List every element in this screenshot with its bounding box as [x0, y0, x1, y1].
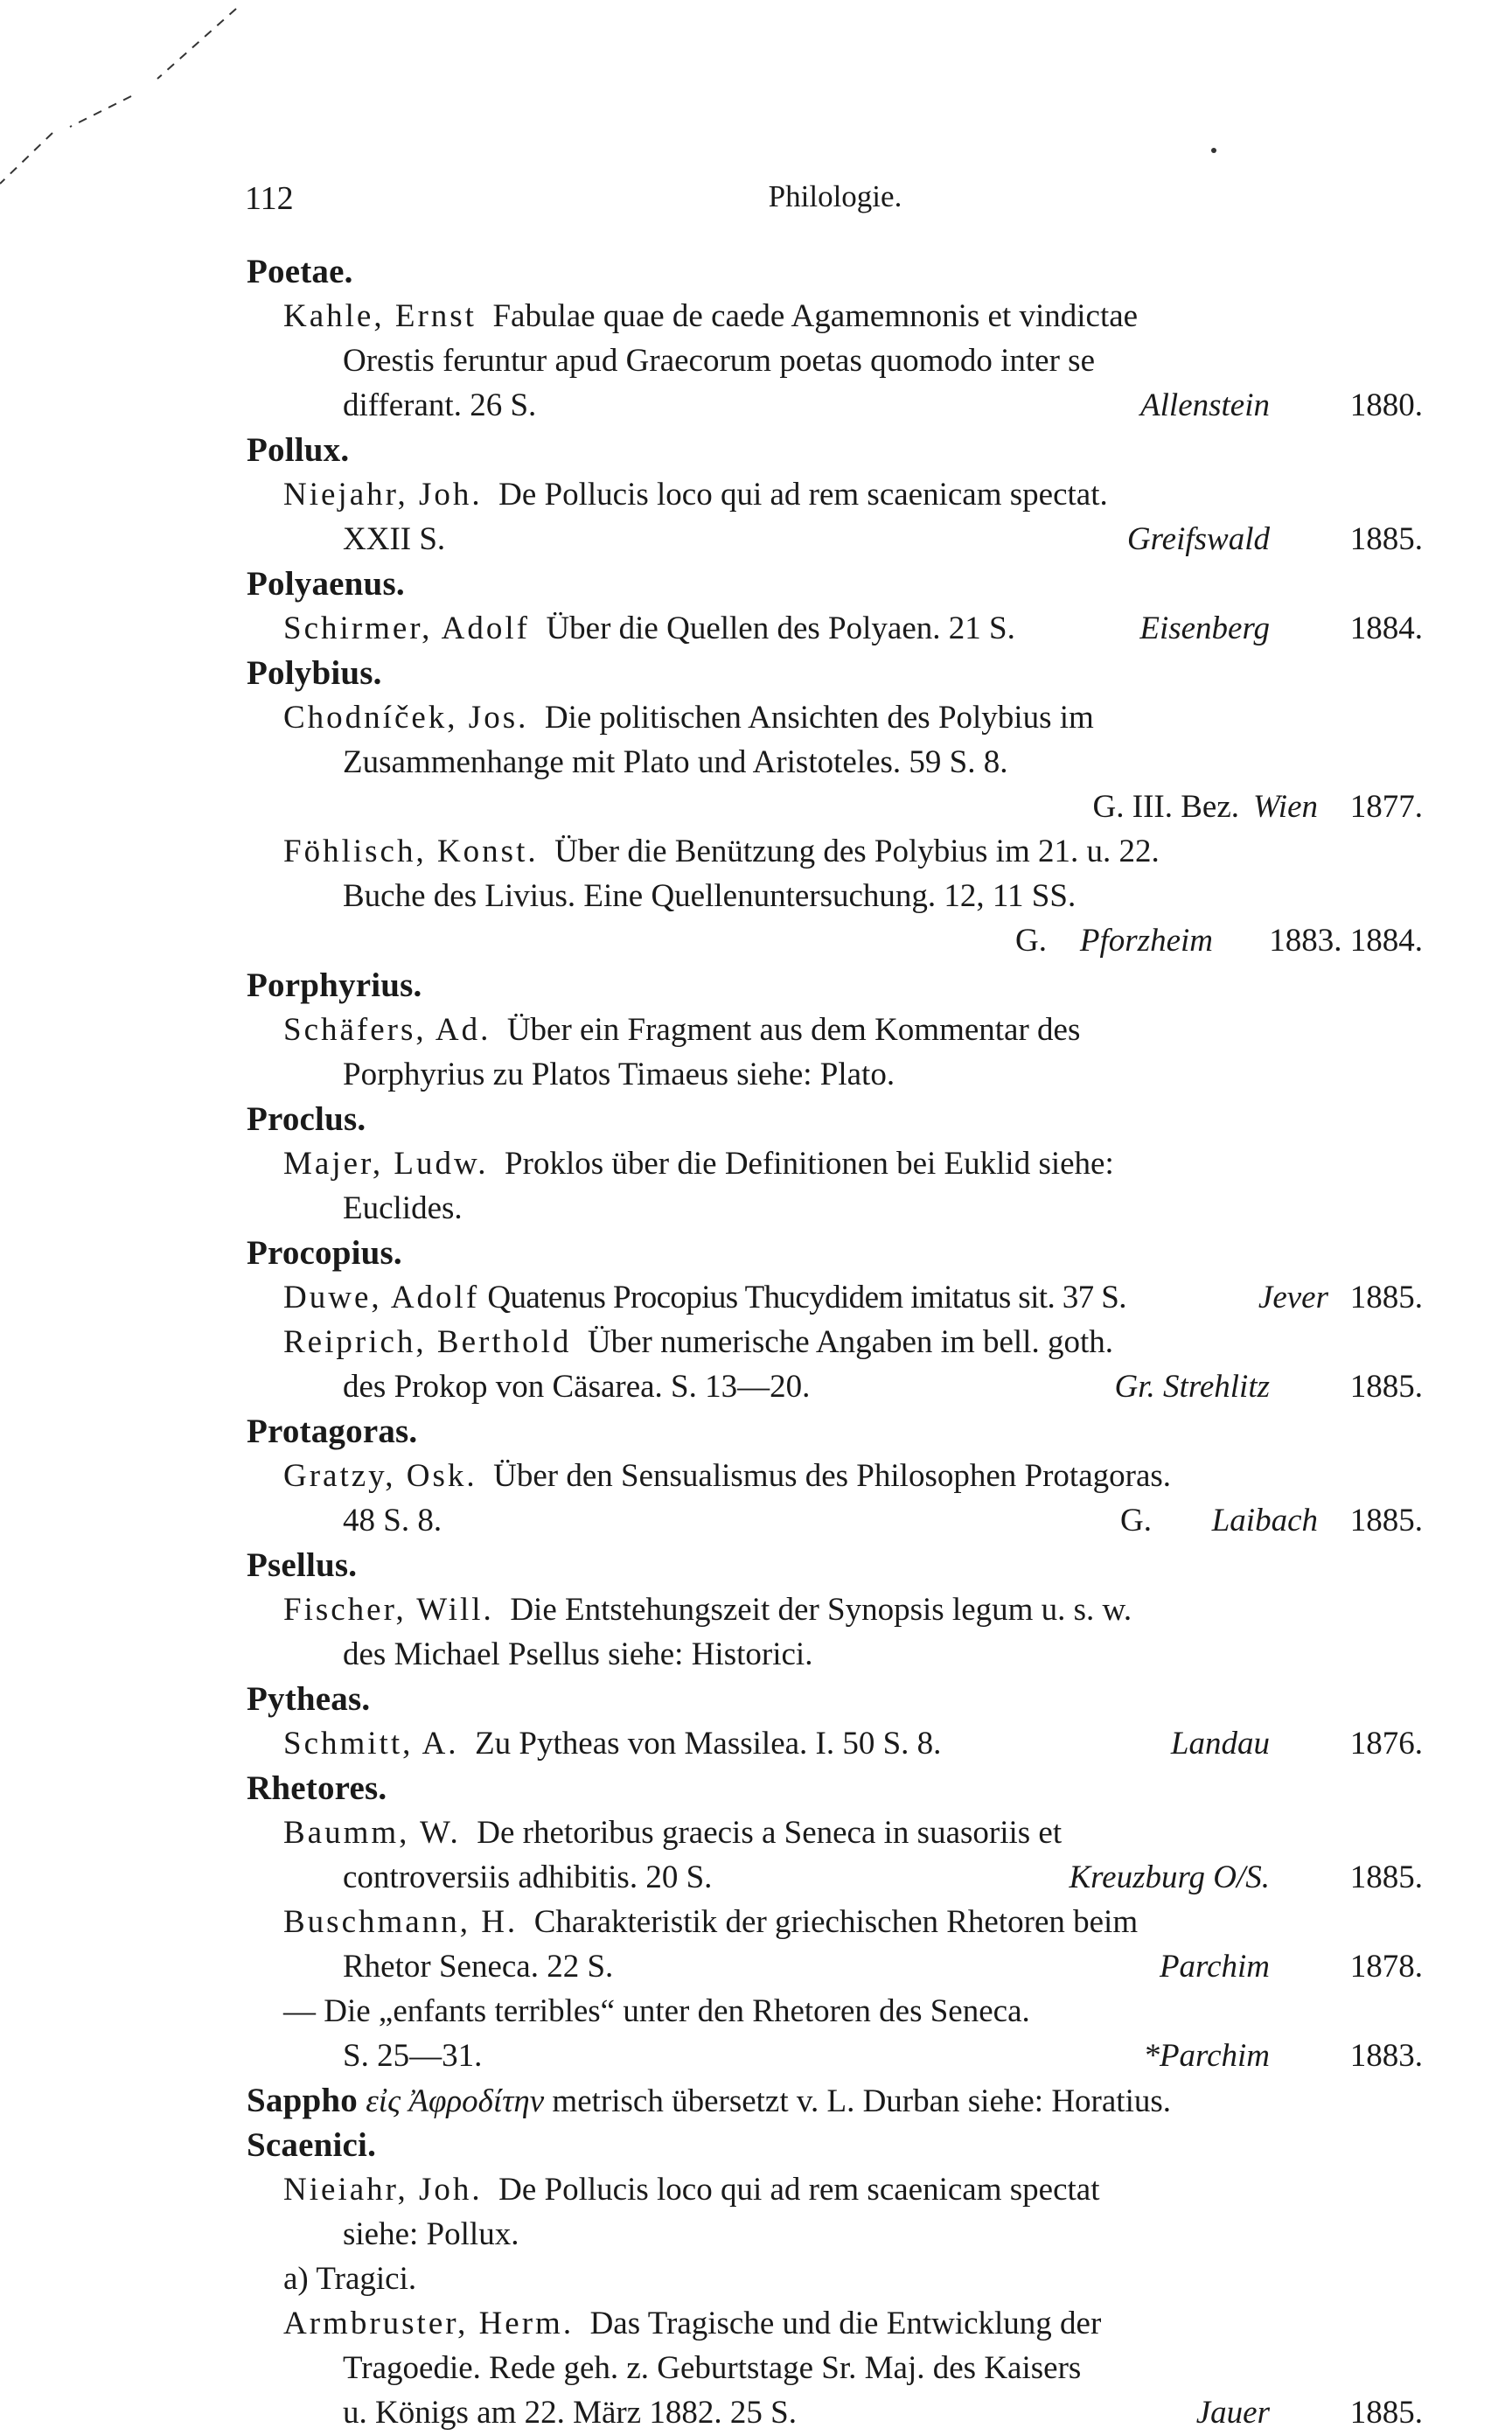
entry-title: De rhetoribus graecis a Seneca in suasoriis et [477, 1815, 1063, 1851]
entry-author: Schmitt, A. [283, 1726, 459, 1762]
entry-author: Duwe, Adolf [283, 1280, 480, 1315]
entry-place: Pforzheim [1079, 923, 1213, 959]
entry-place: Jauer [1195, 2395, 1270, 2431]
entry-line: u. Königs am 22. März 1882. 25 S. Jauer 1885. [247, 2390, 1423, 2435]
entry-year: 1880. [1349, 387, 1423, 423]
section-heading: Rhetores. [247, 1769, 387, 1807]
entry-line [247, 1320, 1423, 1364]
entry-title: De Pollucis loco qui ad rem scaenicam spectat. [498, 477, 1108, 513]
entry-title: Die Entstehungszeit der Synopsis legum u. s. w. [510, 1592, 1132, 1628]
entry-line: Porphyrius zu Platos Timaeus siehe: Plato. [343, 1057, 895, 1092]
entry-line: Rhetor Seneca. 22 S. Parchim 1878. [247, 1944, 1423, 1989]
entry-place: Eisenberg [1139, 610, 1270, 646]
entry-line: siehe: Pollux. [343, 2216, 519, 2252]
entry-year: 1876. [1349, 1726, 1423, 1762]
entry-place: Landau [1170, 1726, 1270, 1762]
entry-title: Über numerische Angaben im bell. goth. [587, 1324, 1113, 1360]
entry-title: Über die Quellen des Polyaen. 21 S. [546, 610, 1015, 646]
section-heading: Procopius. [247, 1234, 402, 1272]
entry-line: G. III. Bez. Wien 1877. [247, 785, 1423, 829]
section-heading: Polyaenus. [247, 565, 405, 603]
bibliography-list [247, 249, 1423, 2435]
entry-line [247, 1454, 1423, 1498]
entry-year: 1885. [1349, 1503, 1423, 1538]
entry-title: Über die Benützung des Polybius im 21. u. 22. [554, 834, 1160, 869]
entry-title: Zu Pytheas von Massilea. I. 50 S. 8. [475, 1726, 942, 1762]
section-heading: Poetae. [247, 253, 353, 290]
entry-year: 1883. 1884. [1269, 923, 1423, 959]
entry-line [247, 1811, 1423, 1855]
entry-year: 1885. [1349, 1859, 1423, 1895]
entry-line [247, 1275, 1423, 1320]
entry-line [247, 1008, 1423, 1052]
entry-author: Chodníček, Jos. [283, 700, 529, 736]
entry-line: Zusammenhange mit Plato und Aristoteles. 59 S. 8. [343, 744, 1008, 780]
entry-place: Laibach [1211, 1503, 1318, 1538]
entry-title: metrisch übersetzt v. L. Durban siehe: Horatius. [552, 2083, 1172, 2119]
entry-line: des Prokop von Cäsarea. S. 13—20. Gr. Strehlitz 1885. [247, 1364, 1423, 1409]
entry-place: Greifswald [1126, 521, 1270, 557]
entry-author: Gratzy, Osk. [283, 1458, 477, 1494]
entry-line: des Michael Psellus siehe: Historici. [343, 1636, 813, 1672]
entry-title: Quatenus Procopius Thucydidem imitatus sit. 37 S. [487, 1280, 1126, 1315]
entry-line: G. Pforzheim 1883. 1884. [247, 918, 1423, 963]
section-heading: Pollux. [247, 431, 350, 469]
entry-line [247, 472, 1423, 517]
entry-place: Gr. Strehlitz [1114, 1369, 1270, 1405]
entry-title: De Pollucis loco qui ad rem scaenicam spectat [498, 2172, 1100, 2208]
page-number: 112 [245, 180, 294, 217]
running-title: Philologie. [768, 179, 902, 213]
entry-line [247, 2078, 1423, 2123]
entry-line: 48 S. 8. G. Laibach 1885. [247, 1498, 1423, 1543]
entry-line: Euclides. [343, 1190, 463, 1226]
entry-year: 1885. [1349, 1369, 1423, 1405]
entry-place: Parchim [1159, 1949, 1270, 1985]
entry-place: Kreuzburg O/S. [1069, 1859, 1270, 1895]
entry-title: Das Tragische und die Entwicklung der [589, 2306, 1102, 2341]
entry-line: — Die „enfants terribles“ unter den Rhetoren des Seneca. [283, 1993, 1030, 2029]
entry-line [247, 1900, 1423, 1944]
entry-line: Buche des Livius. Eine Quellenuntersuchung. 12, 11 SS. [343, 878, 1077, 914]
section-heading: Proclus. [247, 1100, 366, 1138]
entry-year: 1877. [1349, 789, 1423, 825]
page-header [245, 179, 1425, 232]
entry-author: Schäfers, Ad. [283, 1012, 491, 1048]
entry-author: Schirmer, Adolf [283, 610, 530, 646]
entry-title: Proklos über die Definitionen bei Euklid siehe: [505, 1146, 1114, 1182]
section-heading: Sappho [247, 2082, 358, 2119]
scan-dot [1211, 148, 1216, 153]
entry-place: Allenstein [1140, 387, 1270, 423]
scan-dashed-line [0, 9, 236, 184]
entry-line [247, 1141, 1423, 1186]
entry-place: Wien [1253, 789, 1318, 825]
section-heading: Scaenici. [247, 2126, 377, 2164]
entry-author: Niejahr, Joh. [283, 477, 483, 513]
entry-author: Nieiahr, Joh. [283, 2172, 483, 2208]
entry-line: controversiis adhibitis. 20 S. Kreuzburg O/S. 1885. [247, 1855, 1423, 1900]
entry-year: 1885. [1349, 1280, 1423, 1315]
entry-line: S. 25—31. *Parchim 1883. [247, 2034, 1423, 2078]
entry-author: Majer, Ludw. [283, 1146, 489, 1182]
section-heading: Porphyrius. [247, 966, 422, 1004]
entry-year: 1883. [1349, 2038, 1423, 2074]
entry-line [247, 2167, 1423, 2212]
greek-title: εἰς Ἀφροδίτην [366, 2083, 545, 2119]
entry-author: Armbruster, Herm. [283, 2306, 575, 2341]
entry-title: Über den Sensualismus des Philosophen Protagoras. [493, 1458, 1172, 1494]
entry-title: Fabulae quae de caede Agamemnonis et vindictae [492, 298, 1139, 334]
entry-year: 1878. [1349, 1949, 1423, 1985]
entry-line [247, 695, 1423, 740]
subsection-heading: a) Tragici. [283, 2261, 417, 2297]
entry-year: 1885. [1349, 2395, 1423, 2431]
entry-author: Föhlisch, Konst. [283, 834, 539, 869]
entry-year: 1884. [1349, 610, 1423, 646]
section-heading: Polybius. [247, 654, 382, 692]
entry-line [247, 294, 1423, 338]
section-heading: Psellus. [247, 1546, 358, 1584]
entry-author: Kahle, Ernst [283, 298, 477, 334]
entry-place: *Parchim [1143, 2038, 1270, 2074]
entry-line [247, 829, 1423, 874]
section-heading: Pytheas. [247, 1680, 371, 1718]
entry-line: Orestis feruntur apud Graecorum poetas quomodo inter se [343, 343, 1095, 379]
entry-author: Baumm, W. [283, 1815, 461, 1851]
entry-line: differant. 26 S. Allenstein 1880. [247, 383, 1423, 428]
entry-author: Reiprich, Berthold [283, 1324, 572, 1360]
section-heading: Protagoras. [247, 1413, 418, 1450]
entry-place: Jever [1258, 1280, 1328, 1315]
entry-title: Charakteristik der griechischen Rhetoren beim [533, 1904, 1139, 1940]
entry-author: Fischer, Will. [283, 1592, 494, 1628]
entry-title: Über ein Fragment aus dem Kommentar des [506, 1012, 1081, 1048]
entry-author: Buschmann, H. [283, 1904, 519, 1940]
entry-line [247, 606, 1423, 651]
entry-line [247, 1587, 1423, 1632]
entry-line: XXII S. Greifswald 1885. [247, 517, 1423, 562]
entry-year: 1885. [1349, 521, 1423, 557]
entry-line [247, 1721, 1423, 1766]
entry-title: Die politischen Ansichten des Polybius im [544, 700, 1094, 736]
entry-line [247, 2301, 1423, 2346]
entry-line: Tragoedie. Rede geh. z. Geburtstage Sr. Maj. des Kaisers [343, 2350, 1082, 2386]
